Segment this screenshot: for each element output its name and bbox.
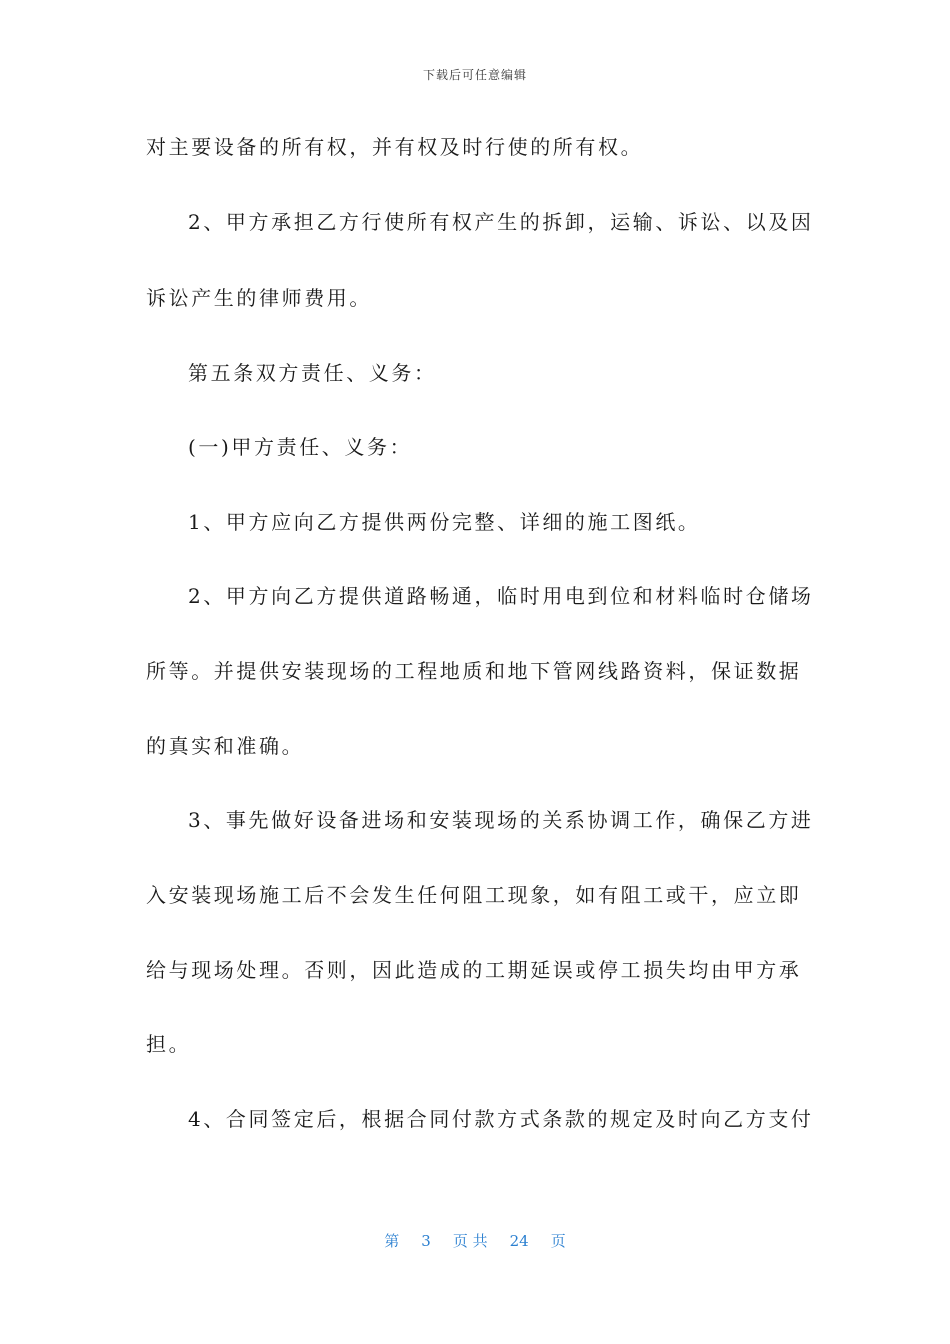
total-pages-number: 24 bbox=[509, 1232, 529, 1250]
body-line: 所等。并提供安装现场的工程地质和地下管网线路资料，保证数据 bbox=[146, 659, 802, 683]
page-mid-text: 页 共 bbox=[452, 1232, 488, 1250]
body-line: (一)甲方责任、义务： bbox=[188, 435, 413, 459]
body-line: 第五条双方责任、义务： bbox=[188, 361, 437, 385]
body-line: 3、事先做好设备进场和安装现场的关系协调工作，确保乙方进 bbox=[188, 808, 814, 832]
body-line: 担。 bbox=[146, 1032, 192, 1056]
body-line: 1、甲方应向乙方提供两份完整、详细的施工图纸。 bbox=[188, 510, 701, 534]
body-line: 的真实和准确。 bbox=[146, 734, 305, 758]
body-line: 2、甲方承担乙方行使所有权产生的拆卸，运输、诉讼、以及因 bbox=[188, 210, 814, 234]
body-line: 4、合同签定后，根据合同付款方式条款的规定及时向乙方支付 bbox=[188, 1107, 814, 1131]
page-number-footer bbox=[0, 1230, 950, 1251]
page-header-note: 下载后可任意编辑 bbox=[422, 68, 527, 82]
body-line: 入安装现场施工后不会发生任何阻工现象，如有阻工或干，应立即 bbox=[146, 883, 802, 907]
page-suffix: 页 bbox=[550, 1232, 566, 1250]
page-prefix: 第 bbox=[384, 1232, 400, 1250]
current-page-number: 3 bbox=[421, 1232, 431, 1250]
body-line: 给与现场处理。否则，因此造成的工期延误或停工损失均由甲方承 bbox=[146, 958, 802, 982]
body-line: 诉讼产生的律师费用。 bbox=[146, 286, 372, 310]
body-line: 2、甲方向乙方提供道路畅通，临时用电到位和材料临时仓储场 bbox=[188, 584, 814, 608]
body-line: 对主要设备的所有权，并有权及时行使的所有权。 bbox=[146, 135, 644, 159]
